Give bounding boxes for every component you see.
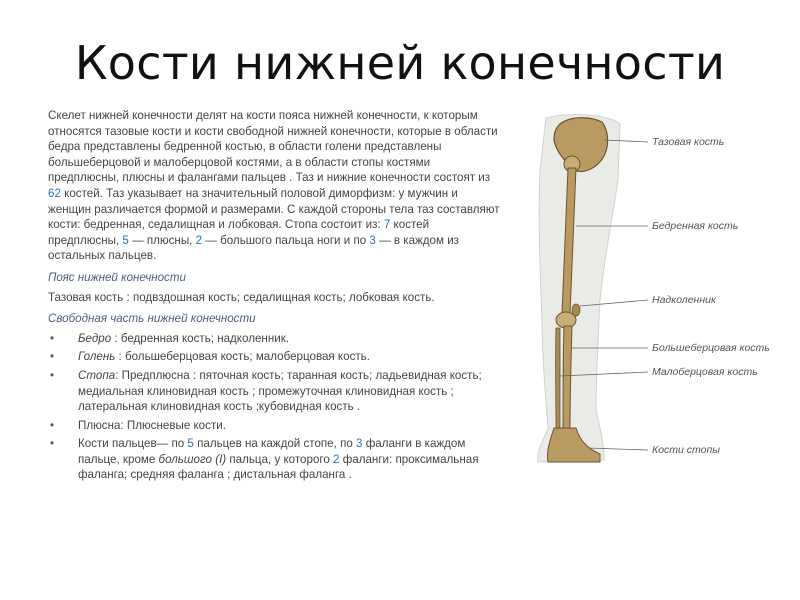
text-run: фаланги: проксимальная фаланга; средняя фаланга ; дистальная фаланга .: [78, 452, 479, 482]
number-highlight: 62: [48, 186, 61, 200]
number-highlight: 7: [383, 218, 391, 232]
text-run: пальца, у которого: [226, 452, 334, 466]
bullet-icon: •: [50, 418, 55, 432]
number-highlight: 2: [195, 233, 203, 247]
leg-skeleton-figure: [508, 110, 796, 476]
item-text: [78, 437, 478, 481]
label-femur: Бедренная кость: [652, 220, 739, 232]
text-run: фаланги в каждом пальце, кроме: [78, 437, 466, 466]
number-highlight: 2: [333, 452, 340, 466]
text-run: пальцев на каждой стопе, по: [193, 437, 357, 451]
text-run: Кости пальцев— по: [78, 437, 188, 451]
list-item: [48, 349, 500, 365]
label-pelvis: Тазовая кость: [652, 136, 725, 148]
text-run: — в каждом из остальных пальцев.: [48, 233, 459, 263]
patella-bone: [572, 304, 580, 316]
bullet-icon: •: [50, 368, 55, 382]
girdle-text: Тазовая кость : подвздошная кость; седалищная кость; лобковая кость.: [48, 290, 435, 304]
leg-skeleton-illustration: [508, 110, 796, 476]
list-item: [48, 436, 500, 483]
text-run: Скелет нижней конечности делят на кости пояса нижней конечности, к которым относятся тазовые кости и кости свободной нижней конечности, которые в области бедра представлены бедренной костью, в области голени представлены большеберцовой и малоберцовой костями, а в области стопы костями предплюсны, плюсны и фалангами пальцев . Таз и нижние конечности состоят из: [48, 109, 498, 185]
item-term: Стопа: [78, 368, 116, 382]
item-text: : Предплюсна : пяточная кость; таранная кость; ладьевидная кость; медиальная клиновидная кость ; промежуточная клиновидная кость ; латеральная клиновидная кость ;кубовидная кость .: [78, 368, 482, 414]
number-highlight: 5: [122, 233, 129, 247]
item-term: Голень: [78, 350, 116, 364]
text-run: — большого пальца ноги и по: [202, 233, 370, 247]
intro-paragraph: [48, 108, 500, 264]
label-tibia: Большеберцовая кость: [652, 342, 770, 354]
label-fibula: Малоберцовая кость: [652, 366, 758, 378]
fibula-bone: [556, 328, 560, 428]
girdle-heading: Пояс нижней конечности: [48, 270, 186, 284]
number-highlight: 3: [356, 437, 363, 451]
text-run: костей предплюсны,: [48, 218, 430, 247]
item-text: Плюсна: Плюсневые кости.: [78, 418, 226, 432]
item-text: : бедренная кость; надколенник.: [111, 331, 289, 345]
item-term: Бедро: [78, 331, 112, 345]
list-item: [48, 418, 500, 434]
free-limb-list: [48, 331, 500, 483]
text-run: — плюсны,: [128, 233, 196, 247]
page-title: Кости нижней конечности: [74, 36, 726, 90]
item-text: : большеберцовая кость; малоберцовая кость.: [115, 350, 370, 364]
list-item: [48, 331, 500, 347]
text-run: костей. Таз указывает на значительный половой диморфизм: у мужчин и женщин различается формой и размерами. С каждой стороны тела таз составляют кости: бедренная, седалищная и лобковая. Стопа состоит из:: [48, 186, 500, 232]
number-highlight: 5: [187, 437, 194, 451]
bullet-icon: •: [50, 437, 55, 451]
text-column: [48, 108, 500, 486]
label-patella: Надколенник: [652, 294, 716, 306]
italic-text: большого (I): [158, 452, 227, 466]
list-item: [48, 368, 500, 415]
bullet-icon: •: [50, 331, 55, 345]
number-highlight: 3: [369, 233, 376, 247]
bullet-icon: •: [50, 350, 55, 364]
free-limb-heading: Свободная часть нижней конечности: [48, 312, 256, 326]
label-foot: Кости стопы: [652, 444, 721, 456]
